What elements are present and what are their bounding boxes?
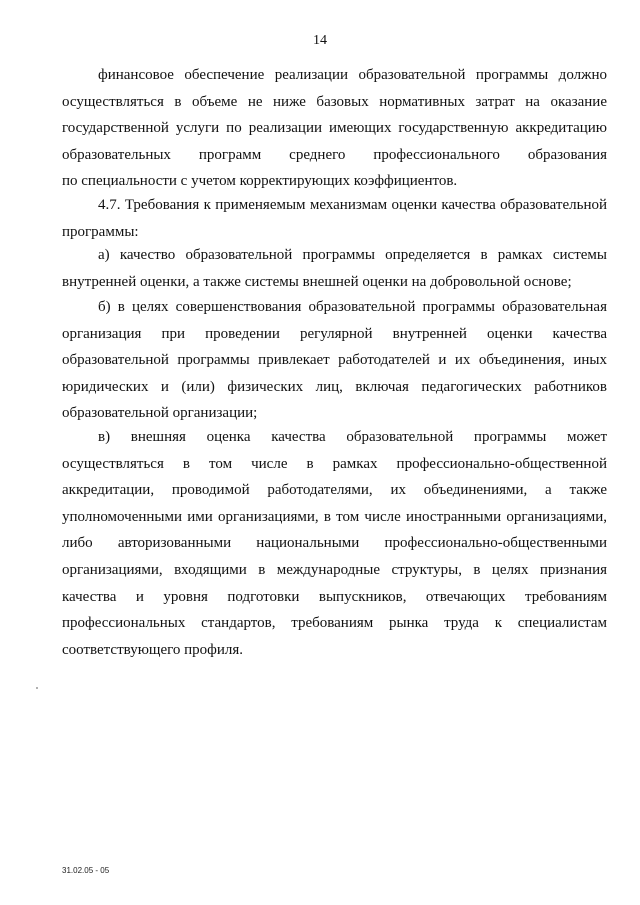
text-line: либо авторизованными национальными профессионально-общественными [62, 535, 607, 552]
footer-code: 31.02.05 - 05 [62, 866, 110, 875]
text-line: 4.7. Требования к применяемым механизмам оценки качества образовательной [98, 197, 607, 213]
paragraph [62, 192, 607, 245]
paragraph [62, 294, 607, 427]
text-line: осуществляться в том числе в рамках профессионально-общественной [62, 455, 607, 472]
text-line: осуществляться в объеме не ниже базовых нормативных затрат на оказание [62, 93, 607, 110]
paragraph [62, 424, 607, 663]
text-line: организация при проведении регулярной внутренней оценки качества [62, 325, 607, 342]
text-line: внутренней оценки, а также системы внешней оценки на добровольной основе; [62, 273, 572, 290]
text-line: профессиональных стандартов, требованиям рынка труда к специалистам [62, 615, 607, 632]
text-line: образовательных программ среднего профессионального образования [62, 146, 607, 163]
text-line: по специальности с учетом корректирующих коэффициентов. [62, 173, 458, 190]
paragraph [62, 242, 607, 295]
text-line: образовательной организации; [62, 405, 258, 422]
page-number: 14 [313, 33, 327, 48]
text-line: а) качество образовательной программы определяется в рамках системы [98, 247, 607, 263]
text-line: программы: [62, 223, 139, 240]
paragraph [62, 62, 607, 195]
text-line: финансовое обеспечение реализации образовательной программы должно [98, 67, 607, 83]
text-line: аккредитации, проводимой работодателями, их объединениями, а также [62, 482, 607, 499]
text-line: соответствующего профиля. [62, 641, 244, 658]
text-line: государственной услуги по реализации имеющих государственную аккредитацию [62, 120, 607, 137]
text-line: уполномоченными ими организациями, в том числе иностранными организациями, [62, 508, 607, 525]
text-line: организациями, входящими в международные структуры, в целях признания [62, 561, 607, 578]
scan-artifact [36, 687, 38, 689]
text-line: юридических и (или) физических лиц, включая педагогических работников [62, 378, 607, 395]
text-line: в) внешняя оценка качества образовательной программы может [98, 429, 607, 445]
text-line: образовательной программы привлекает работодателей и их объединения, иных [62, 352, 607, 369]
text-line: качества и уровня подготовки выпускников, отвечающих требованиям [62, 588, 607, 605]
text-line: б) в целях совершенствования образовательной программы образовательная [98, 299, 607, 315]
